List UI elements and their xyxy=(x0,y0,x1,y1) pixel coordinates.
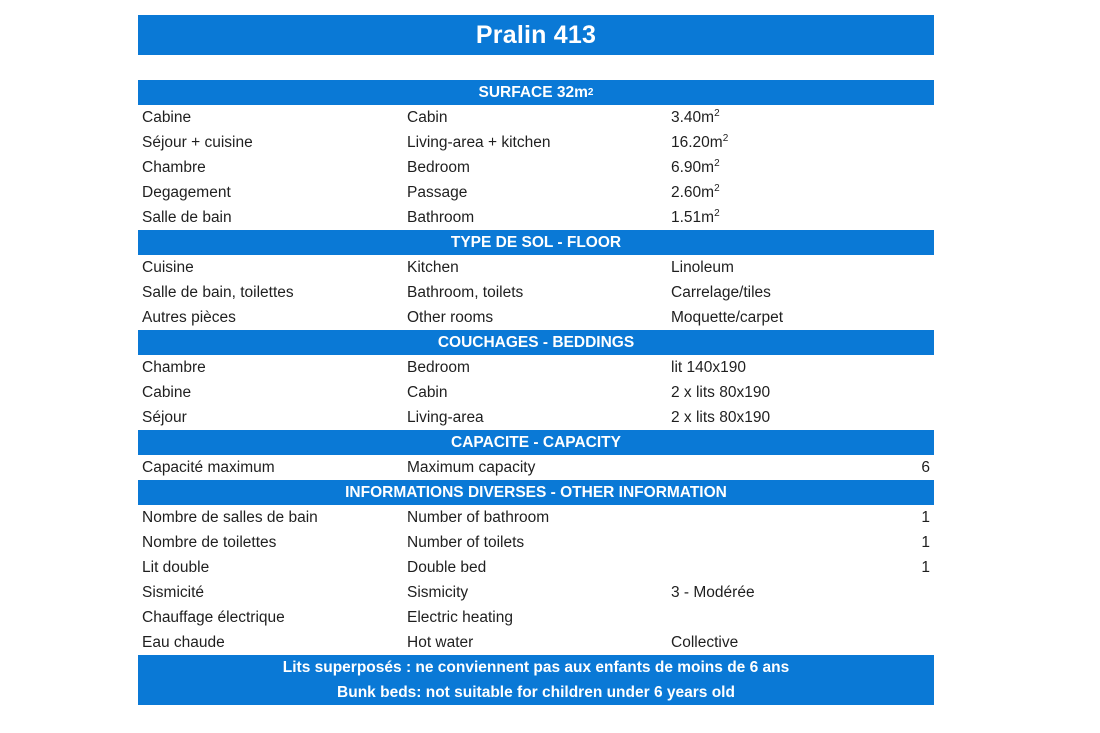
table-row xyxy=(138,455,934,480)
label-english: Cabin xyxy=(407,383,448,401)
value-text: 1.51m xyxy=(671,208,715,226)
table-row xyxy=(138,505,934,530)
value-cell xyxy=(667,459,934,477)
table-row xyxy=(138,530,934,555)
value-superscript: 2 xyxy=(714,182,720,194)
value-text: 3.40m xyxy=(671,108,715,126)
value-cell xyxy=(667,184,934,202)
section-heading xyxy=(138,480,934,505)
value-cell xyxy=(667,259,934,277)
value-cell xyxy=(667,584,934,602)
value-text: 6 xyxy=(921,458,930,476)
label-english: Number of bathroom xyxy=(407,508,550,526)
section-heading: SURFACE 32m 2 xyxy=(138,80,934,105)
value-cell xyxy=(667,309,934,327)
label-french: Cabine xyxy=(142,383,192,401)
value-text: Moquette/carpet xyxy=(671,308,784,326)
footer-line-en: Bunk beds: not suitable for children under 6 years old xyxy=(337,684,735,701)
value-text: 3 - Modérée xyxy=(671,583,755,601)
label-english: Passage xyxy=(407,183,468,201)
section-heading-text: SURFACE 32m xyxy=(478,83,588,101)
value-superscript: 2 xyxy=(714,157,720,169)
label-english: Bathroom xyxy=(407,208,475,226)
table-row xyxy=(138,255,934,280)
section-heading-text: CAPACITE - CAPACITY xyxy=(451,433,621,451)
label-english: Hot water xyxy=(407,633,474,651)
table-row xyxy=(138,305,934,330)
value-text: 16.20m xyxy=(671,133,723,151)
value-text: 2.60m xyxy=(671,183,715,201)
page-title: Pralin 413 xyxy=(138,15,934,55)
label-english: Maximum capacity xyxy=(407,458,536,476)
value-cell xyxy=(667,109,934,127)
table-row xyxy=(138,380,934,405)
label-english: Sismicity xyxy=(407,583,469,601)
value-text: 1 xyxy=(921,508,930,526)
value-cell xyxy=(667,134,934,152)
value-superscript: 2 xyxy=(714,107,720,119)
value-text: Collective xyxy=(671,633,739,651)
table-row xyxy=(138,580,934,605)
value-superscript: 2 xyxy=(722,132,729,144)
value-superscript: 2 xyxy=(714,207,720,219)
label-french: Salle de bain xyxy=(142,208,232,226)
section-heading-text: TYPE DE SOL - FLOOR xyxy=(450,233,622,251)
value-text: 6.90m xyxy=(671,158,715,176)
label-english: Electric heating xyxy=(407,608,513,626)
table-row xyxy=(138,405,934,430)
value-text: 1 xyxy=(921,533,930,551)
value-cell xyxy=(667,409,934,427)
label-french: Chauffage électrique xyxy=(142,608,285,626)
value-text: lit 140x190 xyxy=(671,358,746,376)
table-row xyxy=(138,180,934,205)
label-french: Chambre xyxy=(142,158,206,176)
label-english: Living-area + kitchen xyxy=(407,133,551,151)
sections-container xyxy=(138,80,934,655)
value-text: 2 x lits 80x190 xyxy=(671,408,771,426)
label-french: Salle de bain, toilettes xyxy=(142,283,294,301)
table-row xyxy=(138,280,934,305)
label-french: Autres pièces xyxy=(142,308,236,326)
value-cell xyxy=(667,359,934,377)
property-sheet xyxy=(138,15,934,705)
section-heading xyxy=(138,430,934,455)
label-french: Capacité maximum xyxy=(142,458,275,476)
label-english: Living-area xyxy=(407,408,484,426)
label-french: Degagement xyxy=(142,183,231,201)
label-french: Séjour xyxy=(142,408,187,426)
value-cell xyxy=(667,534,934,552)
label-english: Cabin xyxy=(407,108,448,126)
value-cell xyxy=(667,559,934,577)
value-cell xyxy=(667,284,934,302)
spacer xyxy=(138,55,934,80)
label-french: Chambre xyxy=(142,358,206,376)
table-row xyxy=(138,205,934,230)
value-cell xyxy=(667,509,934,527)
value-text: 2 x lits 80x190 xyxy=(671,383,771,401)
value-cell xyxy=(667,159,934,177)
label-french: Lit double xyxy=(142,558,210,576)
label-english: Bedroom xyxy=(407,158,470,176)
label-french: Sismicité xyxy=(142,583,205,601)
label-english: Other rooms xyxy=(407,308,494,326)
table-row xyxy=(138,555,934,580)
label-french: Cuisine xyxy=(142,258,194,276)
table-row xyxy=(138,105,934,130)
label-english: Double bed xyxy=(407,558,487,576)
warning-footer xyxy=(138,655,934,705)
footer-line-fr: Lits superposés : ne conviennent pas aux enfants de moins de 6 ans xyxy=(282,659,790,676)
section-heading xyxy=(138,230,934,255)
value-cell xyxy=(667,384,934,402)
table-row xyxy=(138,630,934,655)
section-heading-text: COUCHAGES - BEDDINGS xyxy=(437,333,635,351)
label-english: Kitchen xyxy=(407,258,459,276)
label-english: Number of toilets xyxy=(407,533,525,551)
label-french: Nombre de salles de bain xyxy=(142,508,318,526)
section-heading-text: INFORMATIONS DIVERSES - OTHER INFORMATION xyxy=(345,483,727,501)
label-english: Bedroom xyxy=(407,358,470,376)
label-english: Bathroom, toilets xyxy=(407,283,524,301)
label-french: Séjour + cuisine xyxy=(142,133,253,151)
value-cell xyxy=(667,634,934,652)
value-text: Linoleum xyxy=(671,258,734,276)
table-row xyxy=(138,130,934,155)
label-french: Nombre de toilettes xyxy=(142,533,277,551)
table-row xyxy=(138,155,934,180)
table-row xyxy=(138,355,934,380)
label-french: Cabine xyxy=(142,108,192,126)
value-cell xyxy=(667,209,934,227)
value-text: 1 xyxy=(921,558,930,576)
label-french: Eau chaude xyxy=(142,633,225,651)
table-row xyxy=(138,605,934,630)
value-text: Carrelage/tiles xyxy=(671,283,771,301)
section-heading xyxy=(138,330,934,355)
